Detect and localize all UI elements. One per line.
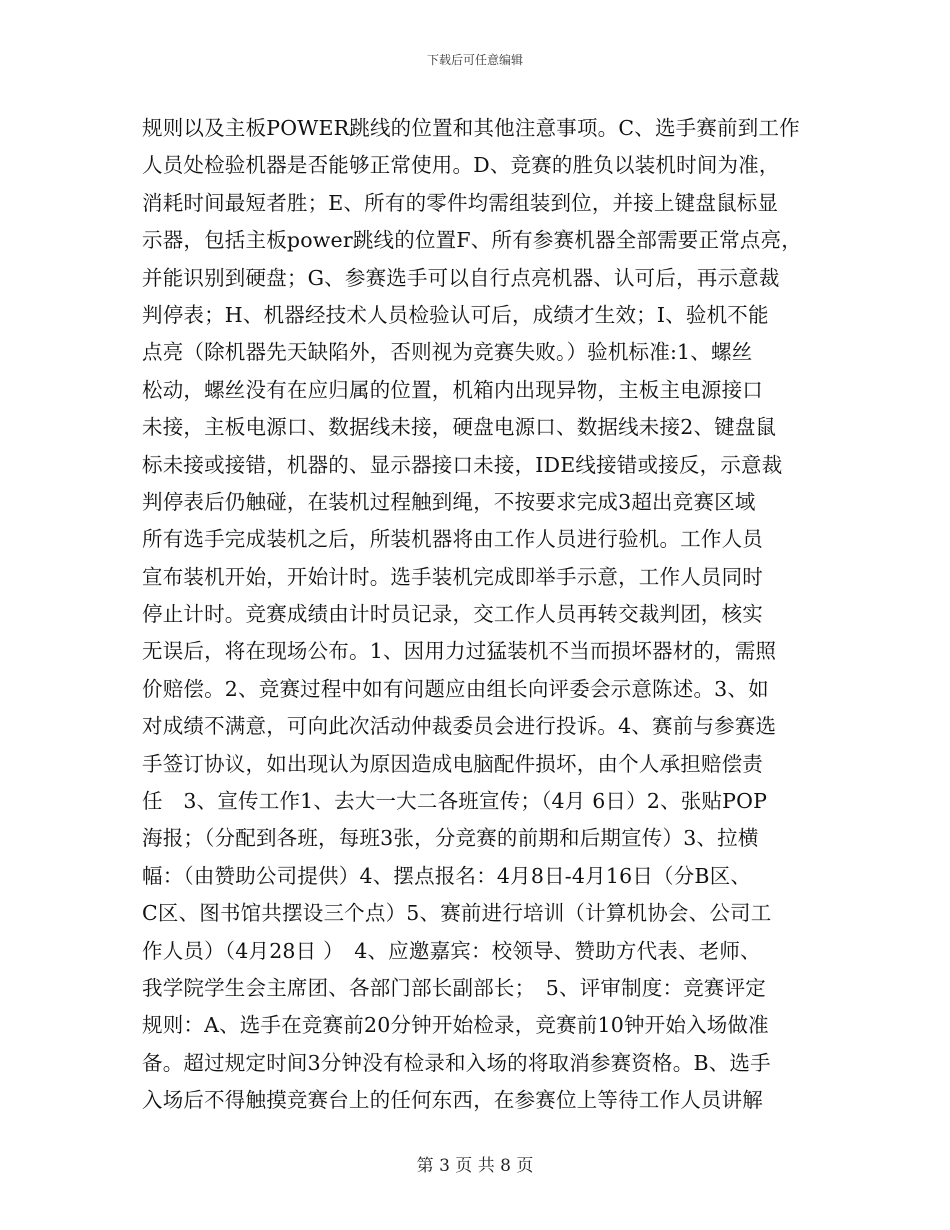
text-line: 判停表后仍触碰，在装机过程触到绳，不按要求完成3超出竞赛区域 — [142, 489, 756, 514]
text-line: 对成绩不满意，可向此次活动仲裁委员会进行投诉。4、赛前与参赛选 — [142, 714, 777, 739]
text-line: 无误后，将在现场公布。1、因用力过猛装机不当而损坏器材的，需照 — [142, 639, 777, 664]
text-line: 并能识别到硬盘；G、参赛选手可以自行点亮机器、认可后，再示意裁 — [142, 265, 780, 290]
text-line: 价赔偿。2、竞赛过程中如有问题应由组长向评委会示意陈述。3、如 — [142, 676, 769, 701]
text-line: 宣布装机开始，开始计时。选手装机完成即举手示意，工作人员同时 — [142, 564, 763, 589]
text-line: 松动，螺丝没有在应归属的位置，机箱内出现异物，主板主电源接口 — [142, 377, 763, 402]
text-line: C区、图书馆共摆设三个点）5、赛前进行培训（计算机协会、公司工 — [142, 901, 772, 926]
text-line: 停止计时。竞赛成绩由计时员记录，交工作人员再转交裁判团，核实 — [142, 602, 763, 627]
text-line: 作人员）（4月28日 ） 4、应邀嘉宾：校领导、赞助方代表、老师、 — [142, 938, 761, 963]
text-line: 备。超过规定时间3分钟没有检录和入场的将取消参赛资格。B、选手 — [142, 1050, 771, 1075]
text-line: 入场后不得触摸竞赛台上的任何东西，在参赛位上等待工作人员讲解 — [142, 1088, 763, 1113]
text-line: 规则：A、选手在竞赛前20分钟开始检录，竞赛前10钟开始入场做准 — [142, 1013, 769, 1038]
text-line: 手签订协议，如出现认为原因造成电脑配件损坏，由个人承担赔偿责 — [142, 751, 763, 776]
text-line: 海报；（分配到各班，每班3张，分竞赛的前期和后期宣传）3、拉横 — [142, 826, 759, 851]
text-line: 人员处检验机器是否能够正常使用。D、竞赛的胜负以装机时间为准， — [142, 153, 780, 178]
text-line: 判停表；H、机器经技术人员检验认可后，成绩才生效；I、验机不能 — [142, 302, 769, 327]
text-line: 示器，包括主板power跳线的位置F、所有参赛机器全部需要正常点亮， — [142, 228, 802, 253]
text-line: 任 3、宣传工作1、去大一大二各班宣传；（4月 6日）2、张贴POP — [142, 789, 768, 814]
text-line: 点亮（除机器先天缺陷外，否则视为竞赛失败。）验机标准:1、螺丝 — [142, 340, 753, 365]
document-body — [142, 110, 812, 1120]
text-line: 未接，主板电源口、数据线未接，硬盘电源口、数据线未接2、键盘鼠 — [142, 415, 777, 440]
text-line: 幅：（由赞助公司提供）4、摆点报名：4月8日-4月16日（分B区、 — [142, 863, 752, 888]
text-line: 标未接或接错，机器的、显示器接口未接，IDE线接错或接反，示意裁 — [142, 452, 783, 477]
page-header: 下载后可任意编辑 — [426, 53, 523, 67]
text-line: 规则以及主板POWER跳线的位置和其他注意事项。C、选手赛前到工作 — [142, 116, 800, 140]
page-number: 第 3 页 共 8 页 — [416, 1156, 534, 1176]
text-line: 所有选手完成装机之后，所装机器将由工作人员进行验机。工作人员 — [142, 527, 763, 552]
text-line: 消耗时间最短者胜；E、所有的零件均需组装到位，并接上键盘鼠标显 — [142, 190, 779, 215]
text-line: 我学院学生会主席团、各部门部长副部长； 5、评审制度：竞赛评定 — [142, 975, 766, 1000]
